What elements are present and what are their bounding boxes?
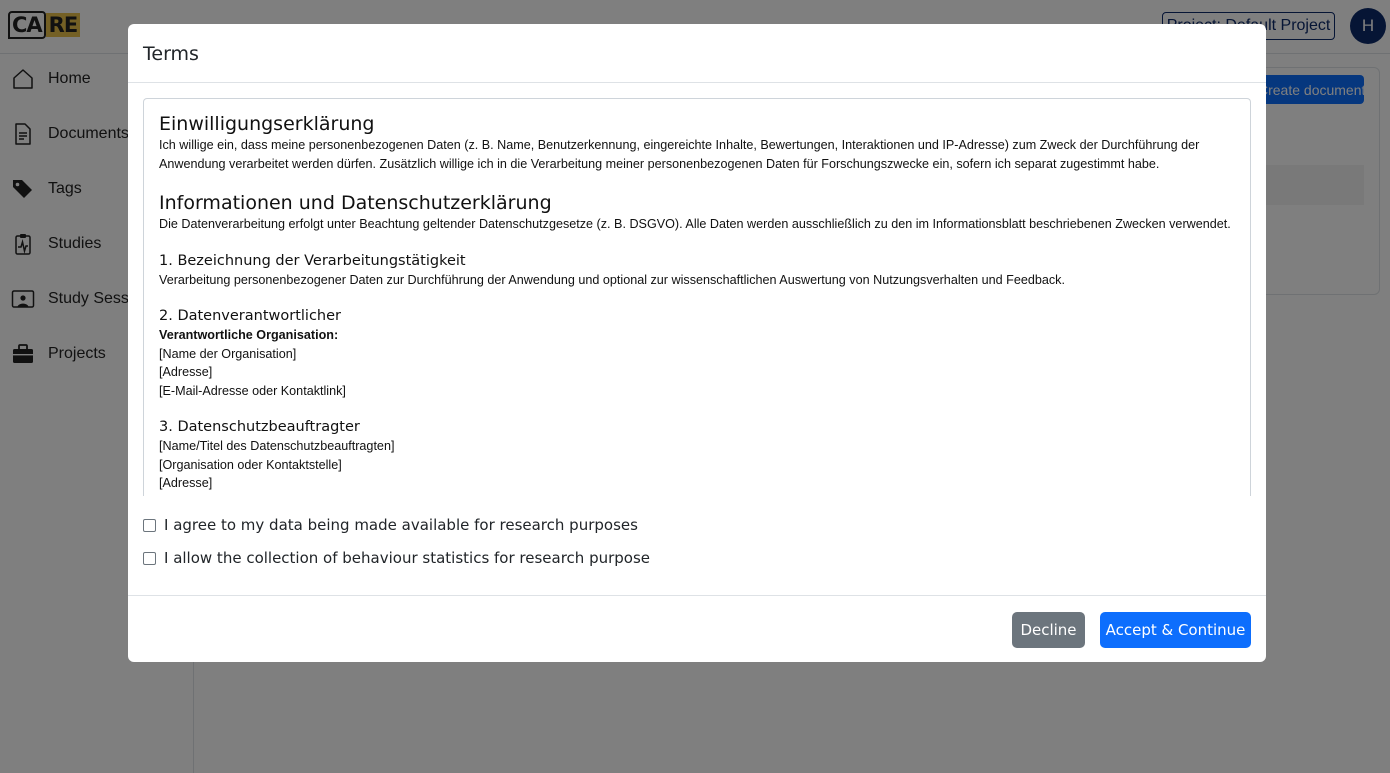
- section-2-heading: 2. Datenverantwortlicher: [159, 308, 341, 324]
- research-consent-row[interactable]: [143, 515, 638, 535]
- consent-paragraph: Ich willige ein, dass meine personenbezogenen Daten (z. B. Name, Benutzerkennung, eingereichte Inhalte, Bewertungen, Interaktionen und IP-Adresse) zum Zweck der Durchführung der Anwendung verarbeitet werden dürfen. Zusätzlich willige ich in die Verarbeitung meiner personenbezogenen Daten für Forschungszwecke ein, sofern ich separat zugestimmt habe.: [159, 138, 1200, 171]
- org-name-line: [Name der Organisation]: [159, 346, 297, 361]
- research-consent-label[interactable]: I agree to my data being made available for research purposes: [164, 516, 638, 534]
- dpo-org-line: [Organisation oder Kontaktstelle]: [159, 457, 342, 472]
- privacy-paragraph: Die Datenverarbeitung erfolgt unter Beachtung geltender Datenschutzgesetze (z. B. DSGVO). Alle Daten werden ausschließlich zu den im Informationsblatt beschriebenen Zwecken verwendet.: [159, 217, 1231, 231]
- section-1-paragraph: Verarbeitung personenbezogener Daten zur Durchführung der Anwendung und optional zur wissenschaftlichen Auswertung von Nutzungsverhalten und Feedback.: [159, 272, 1065, 287]
- behaviour-stats-label[interactable]: I allow the collection of behaviour statistics for research purpose: [164, 549, 651, 567]
- modal-footer: [128, 595, 1266, 662]
- dpo-name-line: [Name/Titel des Datenschutzbeauftragten]: [159, 439, 395, 453]
- accept-continue-button[interactable]: Accept & Continue: [1100, 612, 1251, 648]
- dpo-address-line: [Adresse]: [159, 476, 213, 490]
- consent-heading: Einwilligungserklärung: [159, 113, 375, 135]
- modal-title: Terms: [143, 43, 199, 65]
- org-address-line: [Adresse]: [159, 365, 213, 379]
- responsible-org-label: Verantwortliche Organisation:: [159, 328, 339, 342]
- behaviour-stats-checkbox[interactable]: [143, 552, 156, 565]
- privacy-heading: Informationen und Datenschutzerklärung: [159, 192, 552, 214]
- behaviour-stats-row[interactable]: [143, 548, 650, 568]
- section-1-heading: 1. Bezeichnung der Verarbeitungstätigkeit: [159, 252, 466, 269]
- terms-modal: [128, 24, 1266, 662]
- terms-scroll-area[interactable]: [143, 98, 1251, 496]
- research-consent-checkbox[interactable]: [143, 519, 156, 532]
- section-3-heading: 3. Datenschutzbeauftragter: [159, 419, 360, 435]
- decline-button[interactable]: Decline: [1012, 612, 1085, 648]
- org-contact-line: [E-Mail-Adresse oder Kontaktlink]: [159, 383, 346, 398]
- modal-header: [128, 24, 1266, 83]
